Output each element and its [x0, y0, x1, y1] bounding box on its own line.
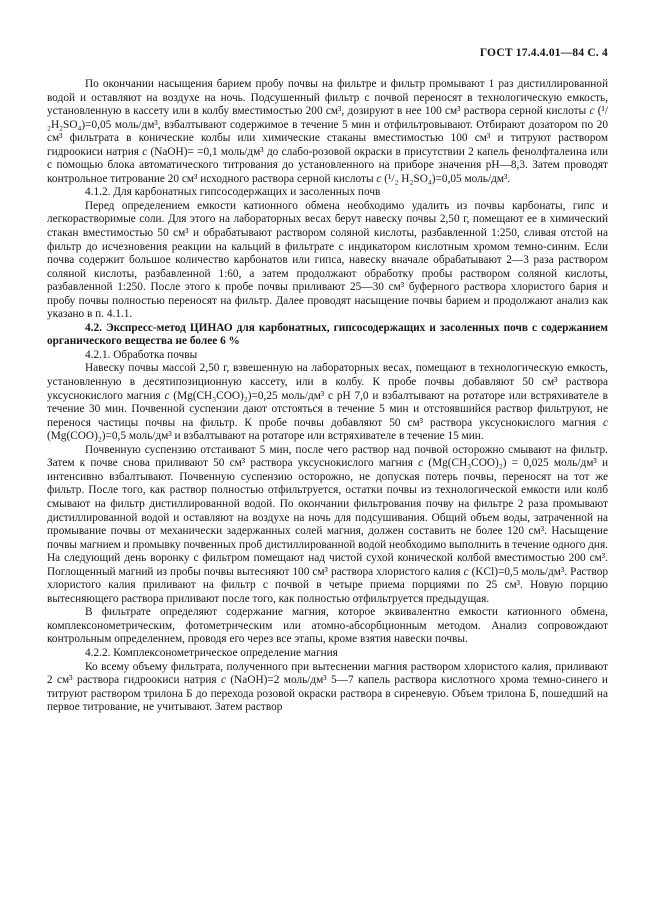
- section-heading: 4.1.2. Для карбонатных гипсосодержащих и засоленных почв: [85, 186, 381, 199]
- paragraph: Ко всему объему фильтрата, полученного при вытеснении магния раствором хлористого калия, приливают 2 см³ раствора гидроокиси натрия c (NaOH)=2 моль/дм³ 5—7 капель раствора кислотного хрома темно-синего и титруют раствором трилона Б до перехода розовой окраски раствора в сиреневую. Объем трилона Б, пошедший на первое титрование, не учитывают. Затем раствор: [47, 660, 608, 714]
- section-heading: 4.2.2. Комплексонометрическое определение магния: [85, 646, 338, 659]
- document-body: [47, 78, 608, 715]
- paragraph: Перед определением емкости катионного обмена необходимо удалить из почвы карбонаты, гипс и легкорастворимые соли. Для этого на лабораторных весах берут навеску почвы 2,50 г, помещают ее в химический стакан вместимостью 50 см³ и обрабатывают раствором соляной кислоты, разбавленной 1:250, сливая отстой на фильтр до исчезновения реакции на кальций в фильтрате с индикатором кислотным хромом темно-синим. Если почва содержит большое количество карбонатов или гипса, навеску вначале обрабатывают 2—3 раза раствором соляной кислоты, разбавленной 1:60, а затем продолжают обработку пробы раствором соляной кислоты, разбавленной 1:250. После этого к пробе почвы приливают 25—30 см³ буферного раствора хлористого бария и пробу почвы полностью переносят на фильтр. Далее проводят насыщение почвы барием и продолжают анализ как указано в п. 4.1.1.: [47, 199, 608, 321]
- paragraph: Навеску почвы массой 2,50 г, взвешенную на лабораторных весах, помещают в технологическую емкость, установленную в десятипозиционную кассету, или в колбу. К пробе почвы добавляют 50 см³ раствора уксуснокислого магния c (Mg(CH₃COO)₂)=0,25 моль/дм³ с pH 7,0 и взбалтывают на ротаторе или встряхивателе в течение 30 мин. Почвенной суспензии дают отстояться в течение 5 мин и отстоявшийся раствор фильтруют, не перенося частицы почвы на фильтр. К пробе почвы добавляют 50 см³ раствора уксуснокислого магния c (Mg(COO)₂)=0,5 моль/дм³ и взбалтывают на ротаторе или встряхивателе в течение 15 мин.: [47, 362, 608, 443]
- paragraph: В фильтрате определяют содержание магния, которое эквивалентно емкости катионного обмена, комплексонометрическим, фотометрическим или атомно-абсорбционным методом. Анализ сопровождают контрольным определением, проводя его через все этапы, кроме взятия навески почвы.: [47, 606, 608, 646]
- paragraph: По окончании насыщения барием пробу почвы на фильтре и фильтр промывают 1 раз дистиллированной водой и оставляют на воздухе на ночь. Подсушенный фильтр с почвой переносят в технологическую емкость, установленную в кассету или в колбу вместимостью 200 см³, дозируют в нее 100 см³ раствора серной кислоты c (¹/₂H₂SO₄)=0,05 моль/дм³, взбалтывают содержимое в течение 5 мин и отфильтровывают. Отбирают дозатором по 20 см³ фильтрата в конические колбы или химические стаканы вместимостью 100 см³ и титруют раствором гидроокиси натрия c (NaOH)= =0,1 моль/дм³ до слабо-розовой окраски в присутствии 2 капель фенолфталеина или с помощью блока автоматического титрования до установленного на приборе значения pH—8,3. Затем проводят контрольное титрование 20 см³ исходного раствора серной кислоты c (¹/₂ H₂SO₄)=0,05 моль/дм³.: [47, 78, 608, 185]
- page-header: ГОСТ 17.4.4.01—84 С. 4: [479, 47, 608, 59]
- section-heading-bold: 4.2. Экспресс-метод ЦИНАО для карбонатных, гипсосодержащих и засоленных почв с содержанием органического вещества не более 6 %: [47, 321, 608, 348]
- paragraph: Почвенную суспензию отстаивают 5 мин, после чего раствор над почвой осторожно смывают на фильтр. Затем к почве снова приливают 50 см³ раствора уксуснокислого магния c (Mg(CH₃COO)₂) = 0,025 моль/дм³ и интенсивно взбалтывают. Почвенную суспензию осторожно, не допуская потерь почвы, переносят на тот же фильтр. После того, как раствор полностью отфильтруется, остатки почвы из технологической емкости или колб смывают на фильтр дистиллированной водой. По окончании фильтрования почву на фильтре 2 раза промывают дистиллированной водой и оставляют на воздухе на ночь для подсушивания. Общий объем воды, затраченной на промывание почвы от механически задержанных солей магния, должен составить не более 120 см³. Насыщение почвы магнием и промывку почвенных проб дистиллированной водой необходимо выполнить в течение одного дня. На следующий день воронку с фильтром помещают над чистой сухой конической колбой вместимостью 200 см³. Поглощенный магний из пробы почвы вытесняют 100 см³ раствора хлористого калия c (KCl)=0,5 моль/дм³. Раствор хлористого калия приливают на фильтр с почвой в четыре приема порциями по 25 см³. Новую порцию вытесняющего раствора приливают после того, как полностью отфильтруется предыдущая.: [47, 443, 608, 605]
- section-heading: 4.2.1. Обработка почвы: [85, 348, 198, 361]
